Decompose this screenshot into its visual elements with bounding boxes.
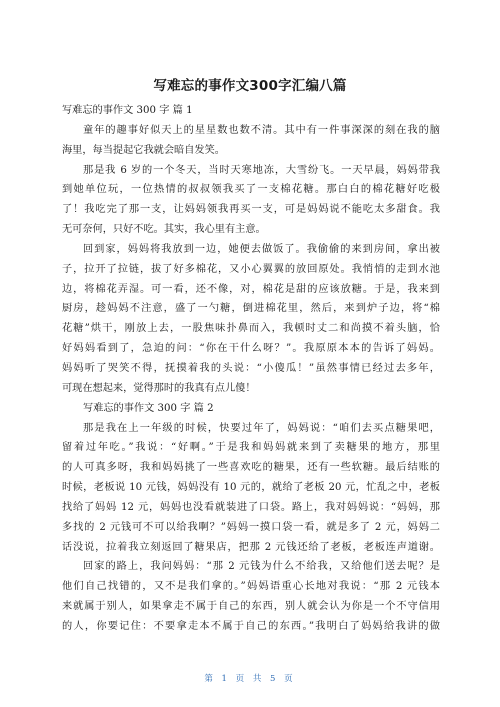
text-line: 回家的路上，我问妈妈：“那 2 元钱为什么不给我，又给他们送去呢？是 — [83, 561, 440, 573]
text-line: 来就属于别人，如果拿走不属于自己的东西，别人就会认为你是一个不守信用 — [62, 601, 440, 613]
text-line: 的人可真多呀，我和妈妈挑了一些喜欢吃的糖果，还有一些软糖。最后结账的 — [62, 462, 440, 474]
document-body — [62, 101, 440, 637]
text-line: 海里，每当提起它我就会暗自发笑。 — [62, 144, 225, 156]
text-line: 写难忘的事作文 300 字 篇 1 — [62, 105, 193, 116]
text-line: 到她单位玩，一位热情的叔叔领我买了一支棉花糖。那白白的棉花糖好吃极 — [62, 184, 440, 196]
text-line: 了！我吃完了那一支，让妈妈领我再买一支，可是妈妈说不能吃太多甜食。我 — [62, 204, 440, 216]
text-line: 留着过年吃。”我说：“好啊。”于是我和妈妈就来到了卖糖果的地方，那里 — [62, 442, 440, 454]
text-line: 多找的 2 元钱可不可以给我啊？”妈妈一摸口袋一看，就是多了 2 元，妈妈二 — [62, 521, 440, 533]
text-line: 可现在想起来，觉得那时的我真有点儿傻！ — [62, 382, 256, 394]
text-line: 那是我在上一年级的时候，快要过年了，妈妈说：“咱们去买点糖果吧， — [83, 422, 440, 434]
text-line: 写难忘的事作文 300 字 篇 2 — [83, 402, 214, 414]
page-number-footer: 第 1 页 共 5 页 — [204, 674, 296, 684]
text-line: 妈妈听了哭笑不得，抚摸着我的头说：“小傻瓜！”虽然事情已经过去多年， — [62, 362, 440, 374]
text-line: 边，将棉花弄湿。可一看，还不像，对，棉花是甜的应该放糖。于是，我来到 — [62, 283, 440, 295]
text-line: 好妈妈看到了，急迫的问：“你在干什么呀？”。我原原本本的告诉了妈妈。 — [62, 343, 440, 355]
text-line: 那是我 6 岁的一个冬天，当时天寒地冻，大雪纷飞。一天早晨，妈妈带我 — [83, 164, 440, 176]
text-line: 的人，你要记住：不要拿走本不属于自己的东西。”我明白了妈妈给我讲的做 — [62, 620, 440, 632]
text-line: 回到家，妈妈将我放到一边，她便去做饭了。我偷偷的来到房间，拿出被 — [83, 243, 440, 255]
text-line: 花糖”烘干，刚放上去，一股焦味扑鼻而入，我顿时丈二和尚摸不着头脑，恰 — [62, 323, 440, 335]
text-line: 童年的趣事好似天上的星星数也数不清。其中有一件事深深的刻在我的脑 — [83, 124, 440, 136]
text-line: 无可奈何，只好不吃。其实，我心里有主意。 — [62, 224, 266, 236]
text-line: 厨房，趁妈妈不注意，盛了一勺糖，倒进棉花里，然后，来到炉子边，将“棉 — [62, 303, 440, 315]
document-title: 写难忘的事作文300字汇编八篇 — [153, 78, 347, 94]
text-line: 子，拉开了拉链，拔了好多棉花，又小心翼翼的放回原处。我悄悄的走到水池 — [62, 263, 440, 275]
text-line: 他们自己找错的，又不是我们拿的。”妈妈语重心长地对我说：“那 2 元钱本 — [62, 581, 440, 593]
text-line: 找给了妈妈 12 元，妈妈也没看就装进了口袋。路上，我对妈妈说：“妈妈，那 — [62, 501, 440, 513]
text-line: 话没说，拉着我立刻返回了糖果店，把那 2 元钱还给了老板，老板连声道谢。 — [62, 541, 440, 553]
text-line: 时候，老板说 10 元钱，妈妈没有 10 元的，就给了老板 20 元，忙乱之中，老板 — [62, 482, 440, 494]
